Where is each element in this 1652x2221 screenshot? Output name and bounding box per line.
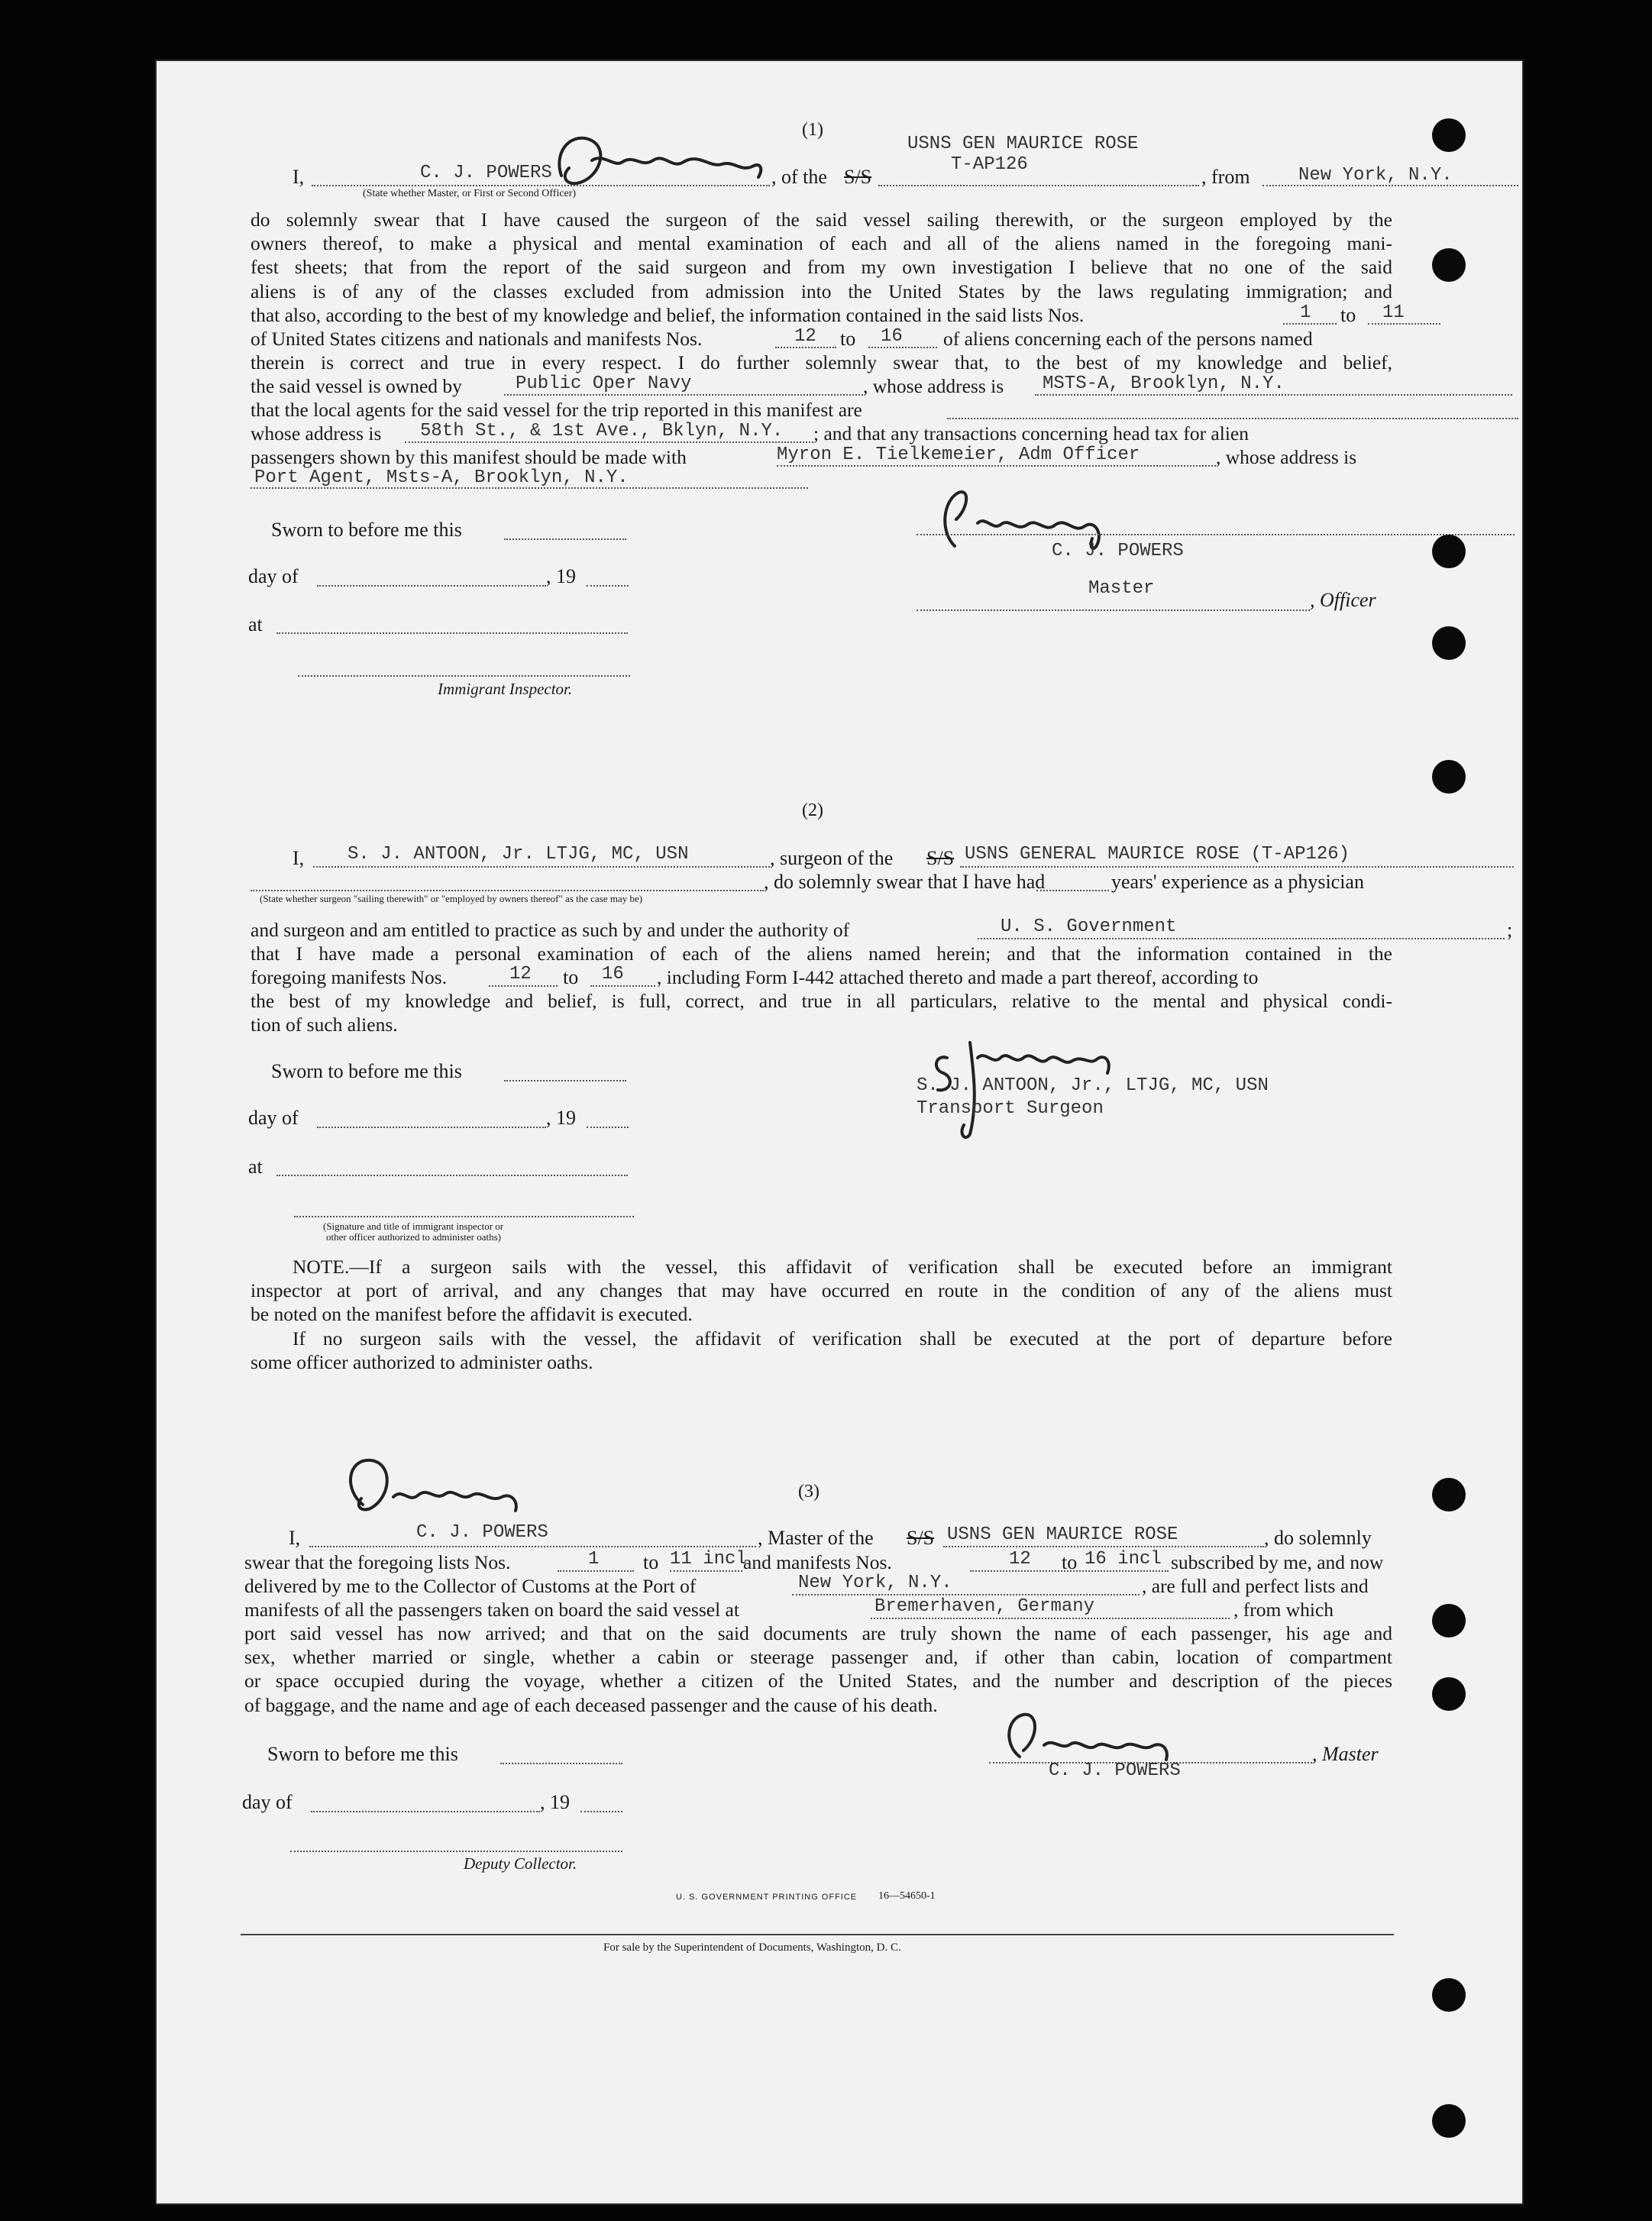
lists-from-line-3 bbox=[558, 1570, 634, 1572]
years-line bbox=[1036, 890, 1109, 891]
punch-hole bbox=[1432, 1604, 1466, 1637]
note-line-2: inspector at port of arrival, and any changes that may have occurred en route in the condition of any of the aliens must bbox=[251, 1279, 1392, 1302]
sec1-line-9: that the local agents for the said vessel for the trip reported in this manifest are bbox=[251, 399, 862, 421]
day-of-label-1: day of bbox=[248, 565, 299, 587]
headtax-line bbox=[777, 465, 1216, 467]
owner-line bbox=[504, 394, 863, 396]
section-1-number: (1) bbox=[802, 120, 823, 140]
day-of-label-2: day of bbox=[248, 1107, 299, 1129]
sworn-line-2 bbox=[504, 1080, 626, 1081]
manifests-to-typed-3: 16 incl bbox=[1085, 1549, 1162, 1570]
sec2-line-2-wrap bbox=[251, 942, 1392, 965]
surgeon-of-label: , surgeon of the bbox=[770, 847, 894, 869]
gpo-imprint: U. S. GOVERNMENT PRINTING OFFICE bbox=[676, 1893, 858, 1902]
surgeon-manifests-to-line bbox=[590, 985, 655, 987]
sec3-line-2: delivered by me to the Collector of Customs at the Port of bbox=[244, 1575, 697, 1597]
day-line-1 bbox=[317, 585, 546, 587]
to-label-4: to bbox=[643, 1551, 659, 1573]
sec1-line-11: passengers shown by this manifest should be made with bbox=[251, 446, 687, 468]
surgeon-caption: (State whether surgeon "sailing therewith" or "employed by owners thereof" as the case may be) bbox=[260, 893, 643, 904]
i-label: I, bbox=[293, 166, 305, 188]
day-of-label-3: day of bbox=[242, 1791, 293, 1813]
sec1-line-11b: , whose address is bbox=[1216, 446, 1357, 468]
sec3-line-6: or space occupied during the voyage, whether a citizen of the United States, and the number and description of the pieces bbox=[244, 1670, 1392, 1692]
sworn-label-2: Sworn to before me this bbox=[271, 1060, 462, 1082]
headtax-address-typed: Port Agent, Msts-A, Brooklyn, N.Y. bbox=[254, 467, 629, 488]
at-line-2 bbox=[276, 1175, 628, 1176]
surgeon-ship-line bbox=[960, 866, 1514, 868]
lists-to-typed: 11 bbox=[1382, 302, 1405, 323]
sec3-line-2b: , are full and perfect lists and bbox=[1142, 1575, 1369, 1597]
master-name-typed: C. J. POWERS bbox=[1052, 541, 1184, 561]
surgeon-name-line bbox=[313, 866, 770, 868]
inspector-line bbox=[298, 675, 630, 677]
sec1-line-6: of United States citizens and nationals and manifests Nos. bbox=[251, 328, 703, 350]
and-manifests-label: and manifests Nos. bbox=[743, 1551, 892, 1573]
manifests-from-typed: 12 bbox=[794, 326, 816, 347]
surgeon-manifests-from-line bbox=[489, 985, 558, 987]
from-label: , from bbox=[1201, 166, 1250, 188]
day-line-3 bbox=[311, 1811, 540, 1812]
master-of-label: , Master of the bbox=[758, 1527, 874, 1549]
owner-address-typed: MSTS-A, Brooklyn, N.Y. bbox=[1043, 373, 1285, 394]
ship-line bbox=[878, 185, 1199, 186]
sec3-line-7: of baggage, and the name and age of each deceased passenger and the cause of his death. bbox=[244, 1693, 938, 1716]
at-line-1 bbox=[276, 632, 628, 634]
section-1-body bbox=[251, 208, 1392, 303]
sec1-line-6b: of aliens concerning each of the persons named bbox=[943, 328, 1313, 350]
lists-to-line bbox=[1368, 323, 1440, 325]
punch-hole bbox=[1432, 118, 1466, 152]
authority-typed: U. S. Government bbox=[1001, 917, 1177, 937]
ship-designation-typed: T-AP126 bbox=[951, 154, 1028, 175]
sale-note: For sale by the Superintendent of Documents, Washington, D. C. bbox=[603, 1941, 901, 1954]
year-line-2 bbox=[587, 1127, 629, 1128]
headtax-typed: Myron E. Tielkemeier, Adm Officer bbox=[777, 445, 1140, 465]
ss-label-3: S/S bbox=[907, 1527, 935, 1549]
agent-address-typed: 58th St., & 1st Ave., Bklyn, N.Y. bbox=[420, 421, 784, 441]
punch-hole bbox=[1432, 535, 1466, 568]
surgeon-manifests-from-typed: 12 bbox=[509, 964, 532, 984]
whose-address-label-2: whose address is bbox=[251, 422, 382, 445]
officer-name-typed: C. J. POWERS bbox=[420, 163, 552, 183]
master-label: , Master bbox=[1312, 1743, 1379, 1765]
sec2-line-4: the best of my knowledge and belief, is full, correct, and true in all particulars, relative to the mental and physical condi- bbox=[251, 990, 1392, 1012]
sec3-body bbox=[244, 1621, 1392, 1717]
sec2-line-3: foregoing manifests Nos. bbox=[251, 966, 448, 988]
taken-port-typed: Bremerhaven, Germany bbox=[874, 1596, 1095, 1617]
of-the-label: , of the bbox=[771, 166, 827, 188]
sec3-line-3: manifests of all the passengers taken on board the said vessel at bbox=[244, 1599, 739, 1621]
section-2-number: (2) bbox=[802, 800, 823, 820]
owned-by-label: the said vessel is owned by bbox=[251, 375, 462, 397]
at-label-1: at bbox=[248, 613, 263, 635]
to-label: to bbox=[1340, 304, 1356, 326]
footer-rule bbox=[241, 1934, 1394, 1935]
sworn-label-1: Sworn to before me this bbox=[271, 519, 462, 541]
agents-line bbox=[947, 418, 1518, 419]
master-ship-line bbox=[943, 1546, 1264, 1547]
surgeon-name-typed: S. J. ANTOON, Jr. LTJG, MC, USN bbox=[348, 844, 689, 865]
master-ship-typed: USNS GEN MAURICE ROSE bbox=[947, 1524, 1178, 1545]
lists-to-line-3 bbox=[670, 1570, 742, 1572]
lists-to-typed-3: 11 incl bbox=[670, 1549, 747, 1570]
sworn-line-3 bbox=[500, 1763, 622, 1764]
to-label-2: to bbox=[840, 328, 856, 350]
master-sig-name-typed-3: C. J. POWERS bbox=[1049, 1760, 1181, 1781]
officer-label: , Officer bbox=[1310, 589, 1376, 611]
year-label-2: , 19 bbox=[546, 1107, 576, 1129]
signature-powers-3 bbox=[332, 1451, 584, 1524]
note-block bbox=[251, 1255, 1392, 1374]
punch-hole bbox=[1432, 2104, 1466, 2138]
punch-hole bbox=[1432, 1478, 1466, 1511]
sec1-line-7-wrap bbox=[251, 351, 1392, 374]
port-line bbox=[792, 1594, 1140, 1595]
surgeon-sig-title-typed: Transport Surgeon bbox=[917, 1098, 1104, 1119]
year-line-1 bbox=[587, 585, 629, 587]
sec1-line-2: owners thereof, to make a physical and mental examination of each and all of the aliens named in the foregoing mani- bbox=[251, 232, 1392, 255]
sworn-label-3: Sworn to before me this bbox=[267, 1743, 458, 1765]
sec2-line-2: that I have made a personal examination of each of the aliens named herein; and that the information contained in the bbox=[251, 942, 1392, 965]
sec2-line-4-wrap bbox=[251, 989, 1392, 1013]
to-label-3: to bbox=[563, 966, 579, 988]
manifests-to-line bbox=[868, 347, 937, 348]
note-line-4: If no surgeon sails with the vessel, the affidavit of verification shall be executed at the port of departure before bbox=[293, 1327, 1392, 1350]
to-label-5: to bbox=[1062, 1551, 1078, 1573]
lists-from-typed-3: 1 bbox=[588, 1549, 600, 1570]
port-typed: New York, N.Y. bbox=[798, 1573, 952, 1593]
surgeon-ship-typed: USNS GENERAL MAURICE ROSE (T-AP126) bbox=[965, 844, 1350, 865]
taken-port-line bbox=[871, 1618, 1230, 1619]
note-line-3: be noted on the manifest before the affidavit is executed. bbox=[251, 1303, 693, 1326]
officer-caption: (State whether Master, or First or Second Officer) bbox=[363, 188, 577, 199]
master-signature-line bbox=[917, 534, 1515, 535]
note-line-5: some officer authorized to administer oaths. bbox=[251, 1350, 593, 1373]
manifests-to-typed: 16 bbox=[881, 326, 903, 347]
year-label-3: , 19 bbox=[540, 1791, 570, 1813]
note-line-1: NOTE.—If a surgeon sails with the vessel, this affidavit of verification shall be executed before an immigrant bbox=[293, 1256, 1392, 1278]
ship-name-typed: USNS GEN MAURICE ROSE bbox=[907, 134, 1139, 154]
sec1-line-5: that also, according to the best of my knowledge and belief, the information contained in the said lists Nos. bbox=[251, 304, 1085, 326]
from-port-typed: New York, N.Y. bbox=[1298, 165, 1453, 186]
authority-line bbox=[978, 938, 1505, 939]
i-label-3: I, bbox=[289, 1527, 301, 1549]
sec1-line-3: fest sheets; that from the report of the said surgeon and from my own investigation I believe that no one of the said bbox=[251, 256, 1392, 279]
do-solemnly-label: , do solemnly bbox=[1264, 1527, 1372, 1549]
ss-label: S/S bbox=[844, 166, 872, 188]
master-title-typed: Master bbox=[1088, 578, 1155, 599]
sec3-line-4: port said vessel has now arrived; and that on the said documents are truly shown the name of each passenger, his age and bbox=[244, 1622, 1392, 1644]
punch-hole bbox=[1432, 760, 1466, 794]
officer-sign-line bbox=[294, 1216, 634, 1217]
agent-address-line bbox=[405, 441, 813, 443]
signature-powers-1 bbox=[546, 122, 798, 199]
subscribed-label: subscribed by me, and now bbox=[1171, 1551, 1384, 1573]
sec3-line-1: swear that the foregoing lists Nos. bbox=[244, 1551, 511, 1573]
year-line-3 bbox=[580, 1811, 622, 1812]
year-label-1: , 19 bbox=[546, 565, 576, 587]
lists-from-typed: 1 bbox=[1300, 302, 1311, 323]
owner-typed: Public Oper Navy bbox=[516, 373, 692, 394]
semicolon: ; bbox=[1507, 919, 1513, 941]
manifests-from-line bbox=[775, 347, 836, 348]
owner-address-line bbox=[1035, 394, 1512, 396]
sec2-line-5: tion of such aliens. bbox=[251, 1014, 398, 1036]
form-code: 16—54650-1 bbox=[878, 1890, 936, 1902]
sec1-line-7: therein is correct and true in every respect. I do further solemnly swear that, to the best of my knowledge and belief, bbox=[251, 351, 1392, 373]
deputy-caption: Deputy Collector. bbox=[464, 1854, 577, 1873]
sec3-line-3b: , from which bbox=[1233, 1599, 1334, 1621]
day-line-2 bbox=[317, 1127, 546, 1128]
sec1-line-1: do solemnly swear that I have caused the surgeon of the said vessel sailing therewith, or the surgeon employed by the bbox=[251, 209, 1392, 231]
at-label-2: at bbox=[248, 1156, 263, 1178]
master-name-line-3 bbox=[309, 1546, 756, 1547]
i-label-2: I, bbox=[293, 847, 305, 869]
lists-from-line bbox=[1283, 323, 1337, 325]
master-name-typed-3: C. J. POWERS bbox=[416, 1522, 548, 1543]
ss-label-2: S/S bbox=[926, 847, 955, 869]
sworn-line-1 bbox=[504, 538, 626, 540]
sec2-line-1: and surgeon and am entitled to practice as such by and under the authority of bbox=[251, 919, 850, 941]
surgeon-type-line bbox=[251, 890, 764, 891]
punch-hole bbox=[1432, 626, 1466, 660]
affidavit-sheet bbox=[157, 61, 1522, 2203]
sec1-line-4: aliens is of any of the classes excluded from admission into the United States by the laws regulating immigration; and bbox=[251, 280, 1392, 302]
sec1-line-10b: ; and that any transactions concerning head tax for alien bbox=[813, 422, 1249, 445]
do-swear-label: , do solemnly swear that I have had bbox=[764, 871, 1046, 893]
officer-sign-caption-2: other officer authorized to administer oaths) bbox=[326, 1231, 501, 1243]
punch-hole bbox=[1432, 1978, 1466, 2012]
punch-hole bbox=[1432, 1677, 1466, 1711]
officer-title-line bbox=[917, 609, 1310, 611]
sec3-line-5: sex, whether married or single, whether a cabin or steerage passenger and, if other than cabin, location of compartment bbox=[244, 1646, 1392, 1669]
officer-sign-caption-1: (Signature and title of immigrant inspector or bbox=[323, 1220, 504, 1232]
whose-address-label: , whose address is bbox=[863, 375, 1004, 397]
surgeon-sig-name-typed: S. J. ANTOON, Jr., LTJG, MC, USN bbox=[917, 1075, 1269, 1096]
inspector-caption: Immigrant Inspector. bbox=[438, 680, 573, 698]
years-label: years' experience as a physician bbox=[1111, 871, 1364, 893]
manifests-from-typed-3: 12 bbox=[1009, 1549, 1031, 1570]
section-3-number: (3) bbox=[798, 1482, 820, 1502]
punch-hole bbox=[1432, 248, 1466, 282]
sec2-line-3b: , including Form I-442 attached thereto and made a part thereof, according to bbox=[657, 966, 1259, 988]
surgeon-manifests-to-typed: 16 bbox=[602, 964, 624, 984]
